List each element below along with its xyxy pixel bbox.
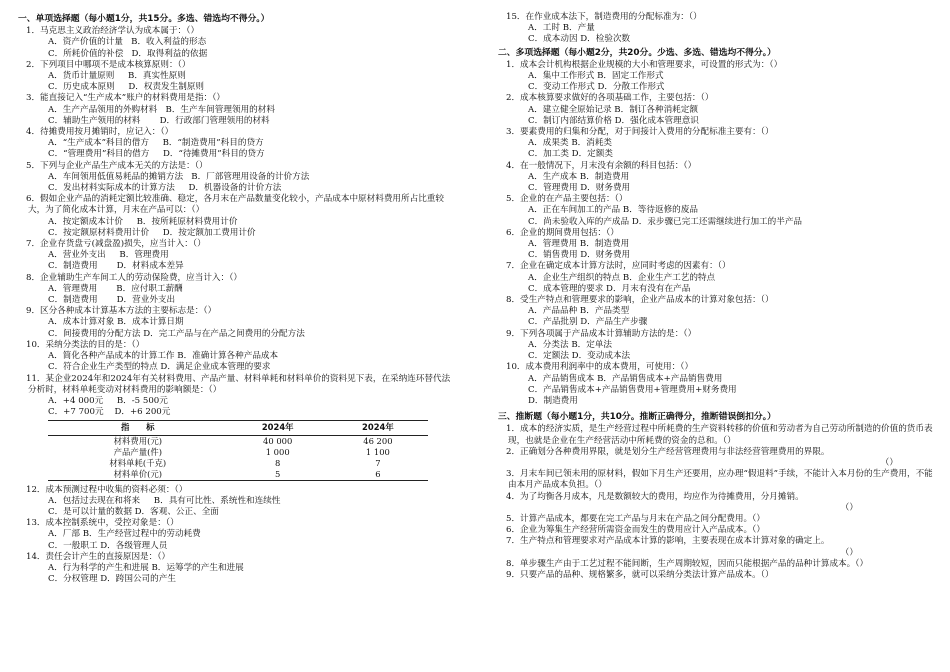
multi-question-10-option-c: C．产品销售成本+产品销售费用+管理费用+财务费用	[528, 384, 737, 395]
multi-question-2-options-c: C．制订内部结算价格 D．强化成本管理意识	[528, 115, 699, 126]
question-10-options-a: A．简化各种产品成本的计算工作 B．准确计算各种产品成本	[48, 351, 279, 362]
table-cell: 1 000	[265, 446, 290, 457]
multi-question-4-options-c: C．管理费用 D．财务费用	[528, 183, 631, 194]
question-7-options-a: A．营业外支出 B．管理费用	[48, 250, 169, 261]
multi-question-4: 4．在一般情况下，月末没有余额的科目包括：（）	[506, 160, 697, 171]
question-3-options-c: C．辅助生产领用的材料 D．行政部门管理领用的材料	[48, 115, 270, 126]
question-7-options-c: C．制造费用 D．材料成本差异	[48, 261, 184, 272]
multi-question-3: 3．要素费用的归集和分配，对于间接计入费用的分配标准主要有：（）	[506, 127, 774, 138]
question-6: 6．假如企业产品的消耗定额比较准确、稳定，各月末在产品数量变化较小，产品成本中原材料费用所占比重较大，为了简化成本计算，月末在产品可以：（）	[26, 194, 444, 216]
table-header-indicator: 指 标	[48, 421, 228, 435]
question-13-options-a: A．厂部 B．生产经营过程中的劳动耗费	[48, 529, 201, 540]
table-cell: 1 100	[365, 446, 390, 457]
question-6-options-a: A．按定额成本计价 B．按所耗原材料费用计价	[48, 216, 238, 227]
table-header-year-1: 2024年	[228, 421, 328, 435]
question-2: 2．下列项目中哪项不是成本核算原则：（）	[26, 59, 191, 70]
table-header-year-2: 2024年	[328, 421, 428, 435]
table-cell: 7	[375, 457, 381, 468]
question-1-options-c: C．所耗价值的补偿 D．取得利益的依据	[48, 48, 208, 59]
multi-question-1-options-c: C．变动工作形式 D．分散工作形式	[528, 82, 665, 93]
question-9-options-c: C．间接费用的分配方法 D．完工产品与在产品之间费用的分配方法	[48, 328, 305, 339]
question-4-options-a: A．“生产成本”科目的借方 B．“制造费用”科目的贷方	[48, 138, 264, 149]
question-13: 13．成本控制系统中，受控对象是：（）	[26, 518, 179, 529]
question-6-options-c: C．按定额原材料费用计价 D．按定额加工费用计价	[48, 227, 256, 238]
question-11-options-a: A．+4 000元 B．-5 500元	[48, 395, 168, 406]
right-column	[498, 12, 938, 581]
multi-question-3-options-c: C．加工类 D．定额类	[528, 149, 613, 160]
question-4-options-c: C．“管理费用”科目的借方 D．“待摊费用”科目的贷方	[48, 149, 265, 160]
question-14: 14．责任会计产生的直接原因是：（）	[26, 551, 171, 562]
left-column	[18, 12, 454, 585]
question-10: 10．采纳分类法的目的是：（）	[26, 339, 145, 350]
judgement-2-answer-paren: （）	[880, 457, 898, 468]
question-3: 3．能直接记入“生产成本”账户的材料费用是指：（）	[26, 93, 226, 104]
table-cell: 6	[328, 469, 428, 481]
multi-question-5-options-c: C．尚未验收入库的产成品 D．汞步骤已完工还需继续进行加工的半产品	[528, 216, 803, 227]
question-14-options-a: A．行为科学的产生和进展 B．运筹学的产生和进展	[48, 562, 244, 573]
multi-question-2: 2．成本核算要求做好的各项基础工作，主要包括：（）	[506, 93, 714, 104]
judgement-5: 5．计算产品成本，都要在完工产品与月末在产品之间分配费用。（）	[506, 513, 765, 524]
multi-question-10: 10．成本费用利润率中的成本费用，可使用：（）	[506, 362, 694, 373]
question-2-options-c: C．历史成本原则 D．权责发生制原则	[48, 82, 205, 93]
question-5-options-a: A．车间领用低值易耗品的摊销方法 B．厂部管理用设备的计价方法	[48, 171, 310, 182]
multi-question-5-options-a: A．正在车间加工的产品 B．等待返修的废品	[528, 205, 698, 216]
multi-question-7: 7．企业在确定成本计算方法时，应同时考虑的因素有：（）	[506, 261, 731, 272]
question-5: 5．下列与企业产品生产成本无关的方法是：（）	[26, 160, 208, 171]
multi-question-9-options-c: C．定额法 D．变动成本法	[528, 351, 631, 362]
section-single-choice-title: 一、单项选择题（每小题1分，共15分。多选、错选均不得分。）	[18, 14, 270, 24]
question-11: 11．某企业2024年和2024年有关材料费用、产品产量、材料单耗和材料单价的资料见下表，在采纳连环替代法分析时，材料单耗变动对材料费用的影响额是：（）	[26, 373, 451, 395]
table-cell: 5	[228, 469, 328, 481]
question-9-options-a: A．成本计算对象 B．成本计算日期	[48, 317, 184, 328]
question-8-options-c: C．制造费用 D．营业外支出	[48, 295, 176, 306]
table-cell: 8	[275, 457, 281, 468]
judgement-9: 9．只要产品的品种、规格繁多，就可以采纳分类法计算产品成本。（）	[506, 569, 774, 580]
question-8-options-a: A．管理费用 B．应付职工薪酬	[48, 283, 183, 294]
judgement-7: 7．生产特点和管理要求对产品成本计算的影响，主要表现在成本计算对象的确定上。	[506, 536, 830, 547]
material-cost-table	[48, 420, 428, 480]
judgement-6: 6．企业为筹集生产经营所需资金而发生的费用应计入产品成本。（）	[506, 525, 765, 536]
table-row	[48, 458, 428, 469]
question-1-options-a: A．资产价值的计量 B．收入利益的形态	[48, 37, 207, 48]
judgement-8: 8．单步骤生产由于工艺过程不能间断，生产周期较短，因而只能根据产品的品种计算成本。（）	[506, 558, 869, 569]
judgement-1: 1．成本的经济实质，是生产经营过程中所耗费的生产资料转移的价值和劳动者为自己劳动所制造的价值的货币表现，也就是企业在生产经营活动中所耗费的资金的总和。（）	[506, 424, 933, 446]
question-10-options-c: C．符合企业生产类型的特点 D．满足企业成本管理的要求	[48, 362, 271, 373]
table-cell: 材料单耗(千克)	[109, 457, 167, 468]
table-row	[48, 435, 428, 447]
multi-question-9-options-a: A．分类法 B．定单法	[528, 339, 613, 350]
question-3-options-a: A．生产产品领用的外购材料 B．生产车间管理领用的材料	[48, 104, 275, 115]
question-15: 15．在作业成本法下，制造费用的分配标准为：（）	[506, 12, 702, 22]
question-13-options-c: C．一般职工 D．各级管理人员	[48, 540, 168, 551]
multi-question-6-options-a: A．管理费用 B．制造费用	[528, 239, 630, 250]
multi-question-3-options-a: A．成果类 B．消耗类	[528, 138, 613, 149]
judgement-4-answer-paren: （）	[840, 502, 858, 513]
multi-question-8: 8．受生产特点和管理要求的影响，企业产品成本的计算对象包括：（）	[506, 295, 774, 306]
multi-question-4-options-a: A．生产成本 B．制造费用	[528, 171, 630, 182]
table-cell: 材料单价(元)	[48, 469, 228, 481]
judgement-2: 2．正确划分各种费用界限，就是划分生产经营管理费用与非法经营管理费用的界限。	[506, 446, 830, 457]
judgement-4: 4．为了均衡各月成本，凡是数额较大的费用，均应作为待摊费用，分月摊销。	[506, 491, 804, 502]
multi-question-7-options-a: A．企业生产组织的特点 B．企业生产工艺的特点	[528, 272, 716, 283]
multi-question-6-options-c: C．销售费用 D．财务费用	[528, 250, 631, 261]
multi-question-10-option-a: A．产品销售成本 B．产品销售成本+产品销售费用	[528, 373, 723, 384]
question-8: 8．企业辅助生产车间工人的劳动保险费，应当计入：（）	[26, 272, 243, 283]
question-11-options-c: C．+7 700元 D．+6 200元	[48, 407, 171, 418]
table-row	[48, 447, 428, 458]
question-15-options-a: A．工时 B．产量	[528, 23, 595, 34]
question-2-options-a: A．货币计量原则 B．真实性原则	[48, 71, 186, 82]
table-row	[48, 469, 428, 481]
question-12-options-a: A．包括过去现在和将来 B．具有可比性、系统性和连续性	[48, 495, 281, 506]
question-4: 4．待摊费用按月摊销时，应记入：（）	[26, 127, 174, 138]
multi-question-7-options-c: C．成本管理的要求 D．月末有没有在产品	[528, 283, 691, 294]
judgement-3: 3．月末车间已领未用的原材料，假如下月生产还要用，应办理“假退料”手续，不能计入本月份的生产费用，不能由本月产品成本负担。（）	[506, 469, 933, 491]
multi-question-5: 5．企业的在产品主要包括：（）	[506, 194, 628, 205]
question-12-options-c: C．是可以计量的数据 D．客观、公正、全面	[48, 506, 219, 517]
table-cell: 材料费用(元)	[113, 435, 162, 446]
multi-question-10-option-d: D．制造费用	[528, 395, 578, 406]
section-judgement-title: 三、推断题（每小题1分，共10分。推断正确得分，推断错误倒扣分。）	[498, 412, 776, 423]
table-cell: 产品产量(件)	[113, 446, 162, 457]
question-15-options-c: C．成本动因 D．检验次数	[528, 34, 631, 45]
question-5-options-c: C．发出材料实际成本的计算方法 D．机器设备的计价方法	[48, 183, 282, 194]
multi-question-8-options-c: C．产品批别 D．产品生产步骤	[528, 317, 648, 328]
table-cell: 46 200	[363, 435, 393, 446]
multi-question-1: 1．成本会计机构根据企业规模的大小和管理要求，可设置的形式为：（）	[506, 59, 783, 70]
multi-question-9: 9．下列各项属于产品成本计算辅助方法的是：（）	[506, 328, 697, 339]
multi-question-8-options-a: A．产品品种 B．产品类型	[528, 306, 630, 317]
judgement-7-answer-paren: （）	[840, 547, 858, 558]
question-7: 7．企业存货盘亏(减盘盈)损失，应当计入：（）	[26, 239, 206, 250]
multi-question-1-options-a: A．集中工作形式 B．固定工作形式	[528, 71, 664, 82]
multi-question-2-options-a: A．建立健全原始记录 B．制订各种消耗定额	[528, 104, 698, 115]
question-12: 12．成本预测过程中收集的资料必须：（）	[26, 484, 188, 495]
question-1: 1．马克思主义政治经济学认为成本属于：（）	[26, 26, 200, 37]
question-9: 9．区分各种成本计算基本方法的主要标志是：（）	[26, 306, 217, 317]
multi-question-6: 6．企业的期间费用包括：（）	[506, 227, 619, 238]
question-14-options-c: C．分权管理 D．跨国公司的产生	[48, 574, 176, 585]
table-cell: 40 000	[263, 435, 293, 446]
section-multi-choice-title: 二、多项选择题（每小题2分，共20分。少选、多选、错选均不得分。）	[498, 47, 776, 58]
